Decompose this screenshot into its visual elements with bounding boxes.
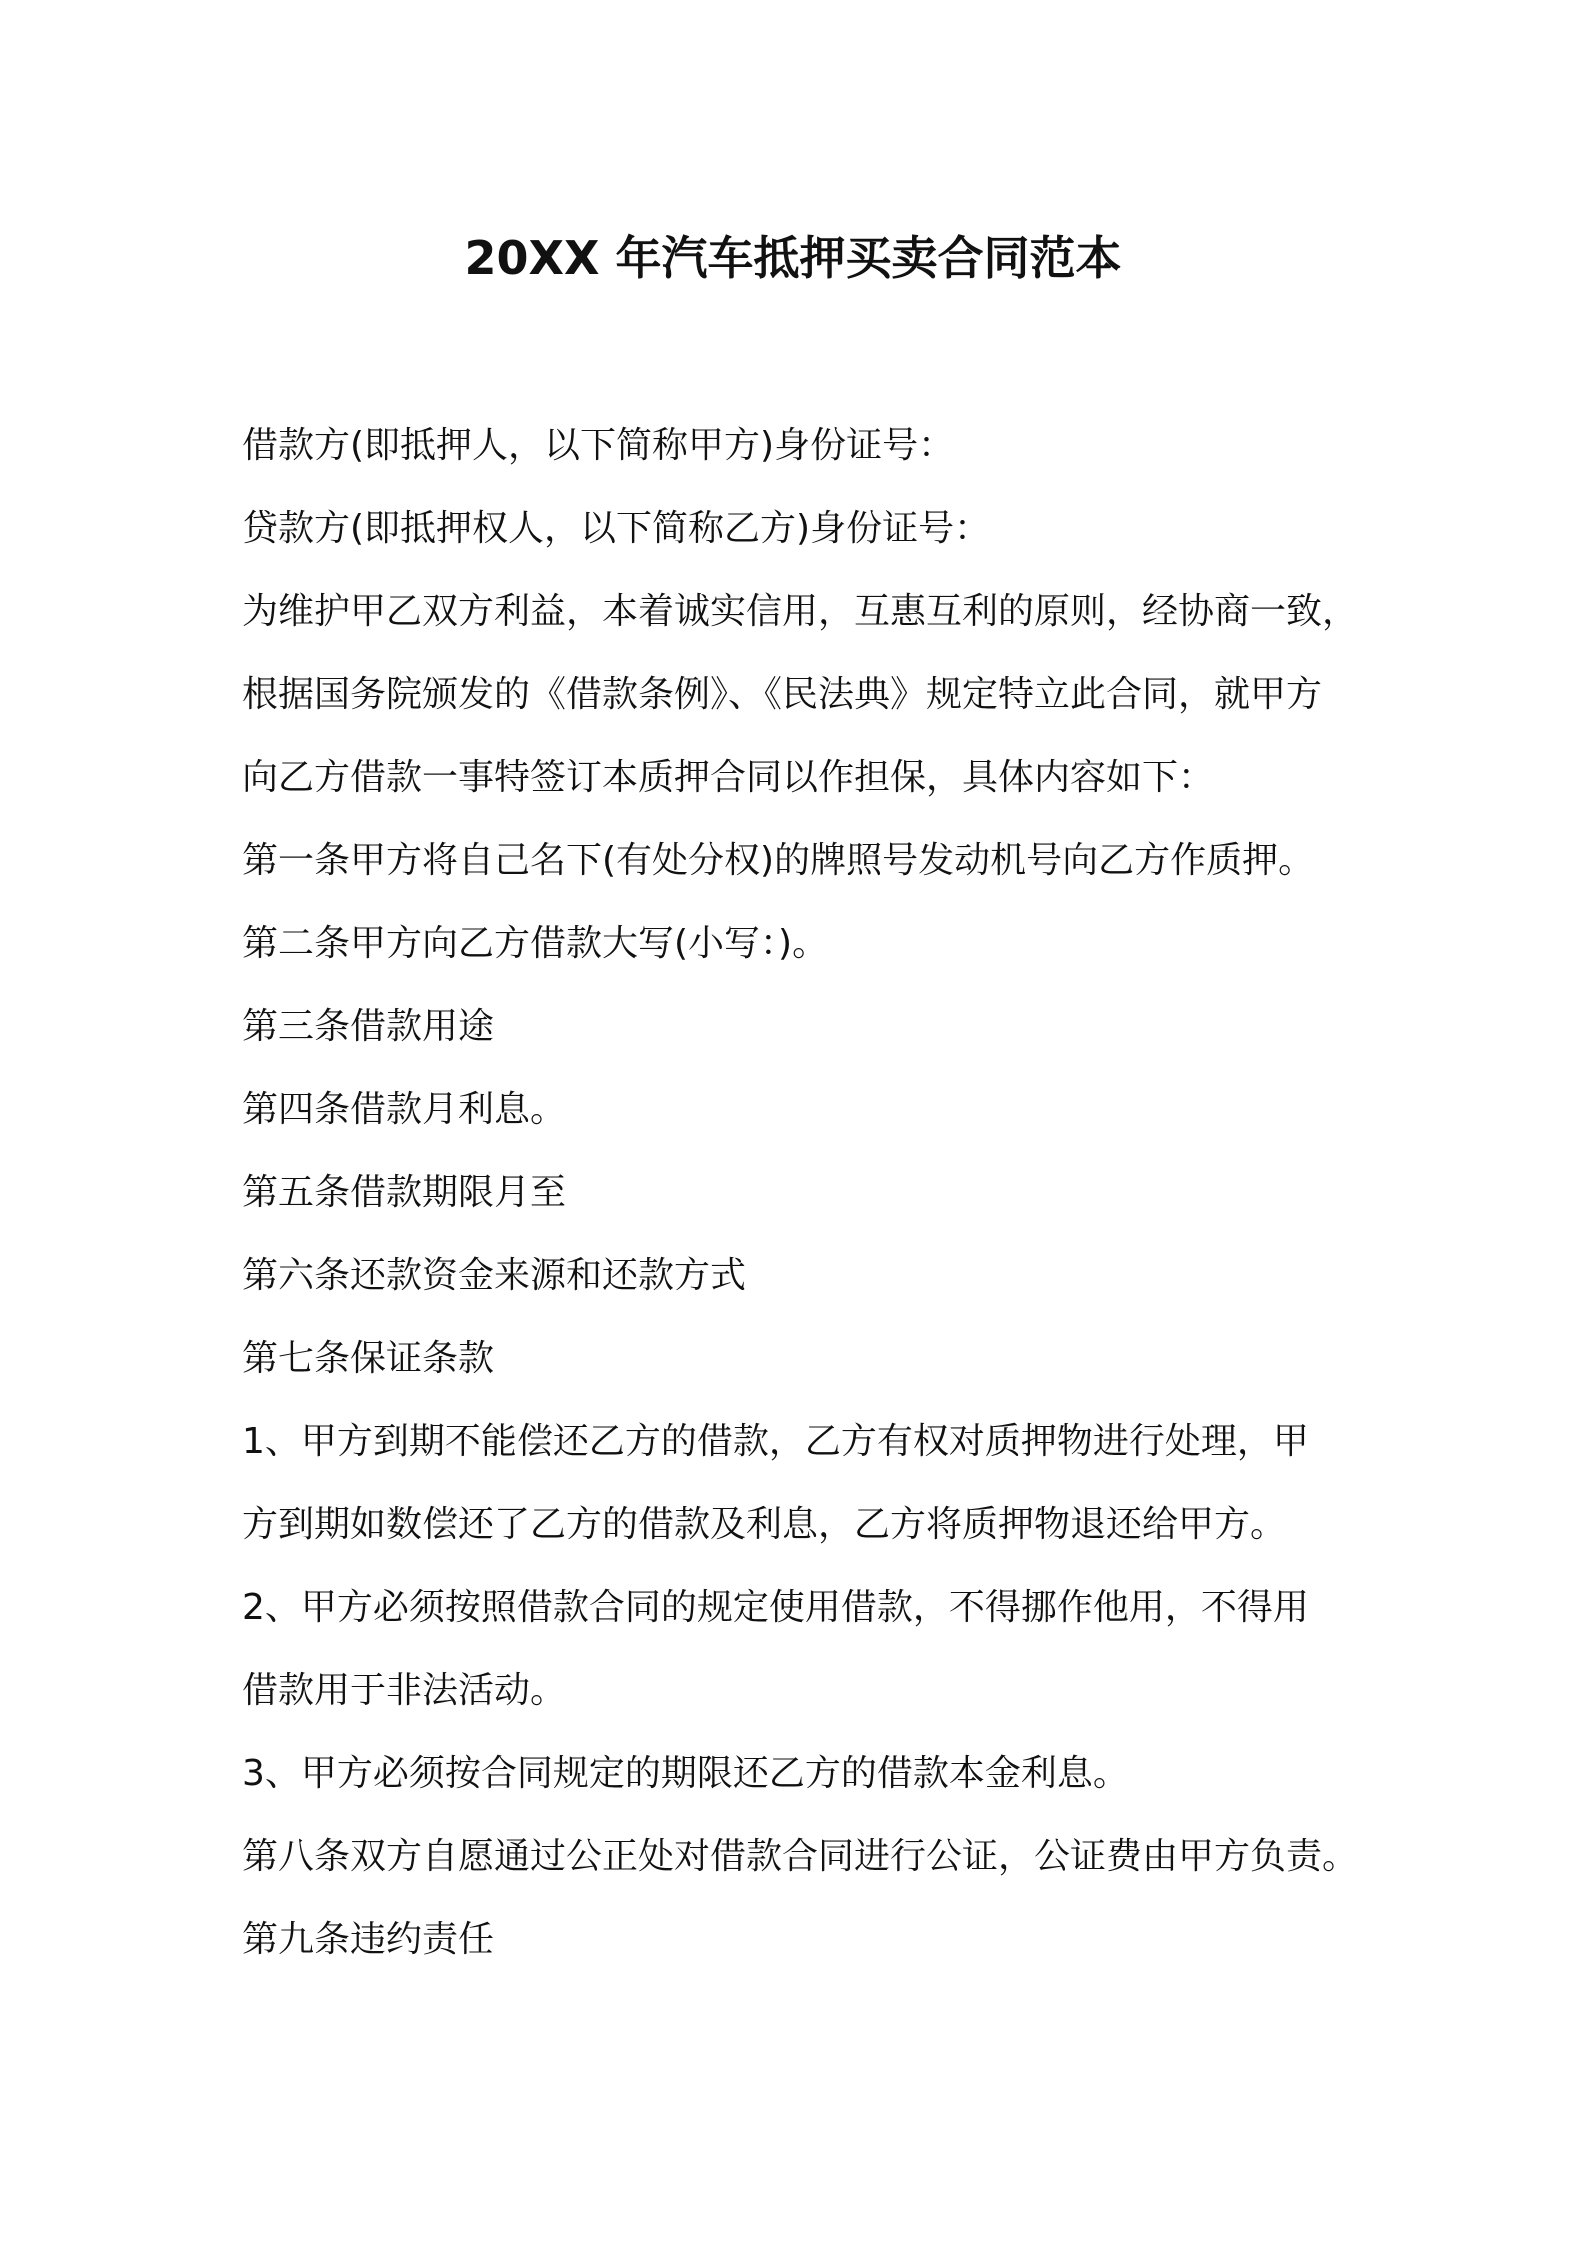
document-title: 20XX 年汽车抵押买卖合同范本 <box>464 231 1122 285</box>
clause-7-3: 3、甲方必须按合同规定的期限还乙方的借款本金利息。 <box>242 1753 1129 1794</box>
borrower-id-line: 借款方(即抵押人，以下简称甲方)身份证号： <box>242 425 955 466</box>
article-9: 第九条违约责任 <box>242 1919 495 1960</box>
preamble-line-2: 根据国务院颁发的《借款条例》、《民法典》规定特立此合同，就甲方 <box>242 674 1323 715</box>
article-7: 第七条保证条款 <box>242 1338 495 1379</box>
article-2: 第二条甲方向乙方借款大写(小写：)。 <box>242 923 829 964</box>
clause-7-1-line-1: 1、甲方到期不能偿还乙方的借款，乙方有权对质押物进行处理，甲 <box>242 1421 1309 1462</box>
article-6: 第六条还款资金来源和还款方式 <box>242 1255 747 1296</box>
article-5: 第五条借款期限月至 <box>242 1172 567 1213</box>
preamble-line-3: 向乙方借款一事特签订本质押合同以作担保，具体内容如下： <box>242 757 1215 798</box>
document-body <box>242 404 1402 1981</box>
clause-7-1-line-2: 方到期如数偿还了乙方的借款及利息，乙方将质押物退还给甲方。 <box>242 1504 1287 1545</box>
clause-7-2-line-1: 2、甲方必须按照借款合同的规定使用借款，不得挪作他用，不得用 <box>242 1587 1309 1628</box>
article-4: 第四条借款月利息。 <box>242 1089 567 1130</box>
article-8: 第八条双方自愿通过公正处对借款合同进行公证，公证费由甲方负责。 <box>242 1836 1359 1877</box>
preamble-line-1: 为维护甲乙双方利益，本着诚实信用，互惠互利的原则，经协商一致， <box>242 591 1359 632</box>
clause-7-2-line-2: 借款用于非法活动。 <box>242 1670 567 1711</box>
lender-id-line: 贷款方(即抵押权人，以下简称乙方)身份证号： <box>242 508 991 549</box>
article-3: 第三条借款用途 <box>242 1006 495 1047</box>
article-1: 第一条甲方将自己名下(有处分权)的牌照号发动机号向乙方作质押。 <box>242 840 1315 881</box>
